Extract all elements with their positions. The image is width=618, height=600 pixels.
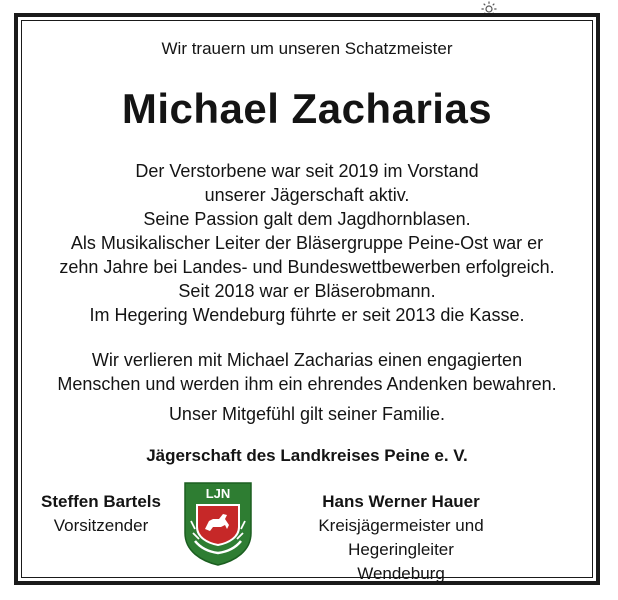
text-line: Seit 2018 war er Bläserobmann. (178, 281, 436, 301)
ljn-crest-logo (183, 481, 253, 567)
logo-text: LJN (205, 486, 231, 501)
text-line: unserer Jägerschaft aktiv. (204, 185, 410, 205)
text-line: Im Hegering Wendeburg führte er seit 2013 die Kasse. (89, 305, 525, 325)
signatory-place: Wendeburg (357, 564, 445, 583)
deceased-name: Michael Zacharias (121, 85, 493, 132)
signatory-left (21, 490, 181, 538)
paragraph-tribute (21, 348, 593, 396)
text-line: Als Musikalischer Leiter der Bläsergruppe Peine-Ost war er (70, 233, 544, 253)
paragraph-biography (21, 159, 593, 327)
text-line: zehn Jahre bei Landes- und Bundeswettbewerben erfolgreich. (59, 257, 555, 277)
intro-line: Wir trauern um unseren Schatzmeister (161, 39, 453, 58)
signatory-name: Hans Werner Hauer (322, 492, 480, 511)
signatory-role: Vorsitzender (53, 516, 149, 535)
obituary-notice (21, 20, 593, 583)
signatory-name: Steffen Bartels (41, 492, 161, 511)
text-line: Seine Passion galt dem Jagdhornblasen. (143, 209, 471, 229)
condolence-line: Unser Mitgefühl gilt seiner Familie. (168, 404, 446, 424)
text-line: Menschen und werden ihm ein ehrendes Andenken bewahren. (57, 374, 557, 394)
text-line: Wir verlieren mit Michael Zacharias einen engagierten (91, 350, 523, 370)
text-line: Der Verstorbene war seit 2019 im Vorstand (135, 161, 479, 181)
association-name: Jägerschaft des Landkreises Peine e. V. (146, 446, 468, 465)
signatory-right (271, 490, 531, 586)
signatory-role: Kreisjägermeister und Hegeringleiter (318, 516, 484, 559)
